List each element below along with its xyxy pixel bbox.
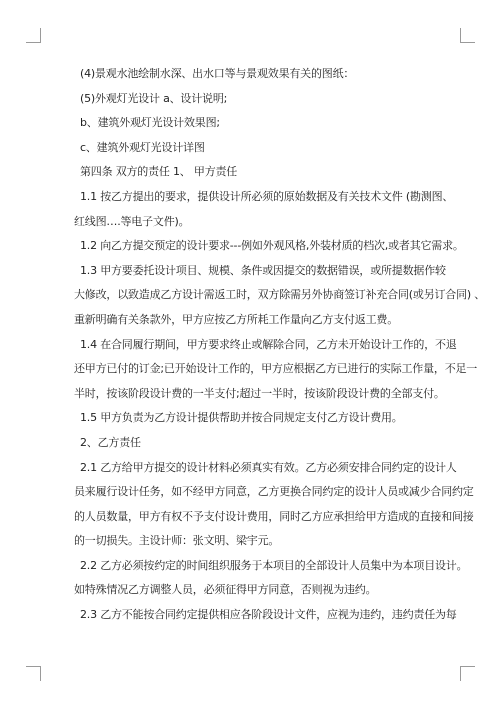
text-line: 1.3 甲方要委托设计项目、规模、条件或因提交的数据错误，或所提数据作较 (80, 263, 446, 277)
text-line: b、建筑外观灯光设计效果图; (80, 116, 220, 130)
crop-mark-bottom-left (26, 666, 41, 681)
text-line: 2.3 乙方不能按合同约定提供相应各阶段设计文件，应视为违约，违约责任为每 (80, 608, 457, 622)
text-line: 1.2 向乙方提交预定的设计要求---例如外观风格,外装材质的档次,或者其它需求。 (80, 239, 464, 253)
text-line: 1.4 在合同履行期间，甲方要求终止或解除合同，乙方未开始设计工作的，不退 (80, 337, 457, 351)
crop-mark-bottom-right (460, 666, 475, 681)
section-heading: 第四条 双方的责任 1、 甲方责任 (80, 165, 238, 179)
text-line: (4)景观水池绘制水深、出水口等与景观效果有关的图纸： (80, 67, 355, 80)
text-line: 大修改，以致造成乙方设计需返工时，双方除需另外协商签订补充合同(或另订合同) 、 (74, 288, 486, 302)
text-line: 2.2 乙方必须按约定的时间组织服务于本项目的全部设计人员集中为本项目设计。 (80, 558, 468, 572)
text-line: 的人员数量，甲方有权不予支付设计费用，同时乙方应承担给甲方造成的直接和间接 (74, 509, 474, 523)
text-line: (5)外观灯光设计 a、设计说明; (80, 91, 228, 105)
text-line: 1.5 甲方负责为乙方设计提供帮助并按合同规定支付乙方设计费用。 (80, 411, 403, 425)
text-line: c、建筑外观灯光设计详图 (80, 140, 205, 154)
section-heading: 2、乙方责任 (80, 435, 141, 449)
document-body (74, 62, 486, 628)
text-line: 如特殊情况乙方调整人员，必须征得甲方同意，否则视为违约。 (74, 583, 377, 597)
text-line: 半时，按该阶段设计费的一半支付;超过一半时，按该阶段设计费的全部支付。 (74, 386, 445, 400)
text-line: 员来履行设计任务，如不经甲方同意，乙方更换合同约定的设计人员或减少合同约定 (74, 485, 474, 499)
text-line: 重新明确有关条款外，甲方应按乙方所耗工作量向乙方支付返工费。 (74, 312, 398, 326)
text-line: 红线图….等电子文件)。 (74, 214, 190, 228)
text-line: 1.1 按乙方提出的要求，提供设计所必须的原始数据及有关技术文件 (勘测图、 (80, 189, 454, 203)
crop-mark-top-left (26, 28, 41, 43)
crop-mark-top-right (460, 28, 475, 43)
text-line: 还甲方已付的订金;已开始设计工作的，甲方应根据乙方已进行的实际工作量，不足一 (74, 362, 478, 376)
text-line: 的一切损失。主设计师：张文明、梁宇元。 (74, 534, 280, 548)
text-line: 2.1 乙方给甲方提交的设计材料必须真实有效。乙方必须安排合同约定的设计人 (80, 460, 457, 474)
